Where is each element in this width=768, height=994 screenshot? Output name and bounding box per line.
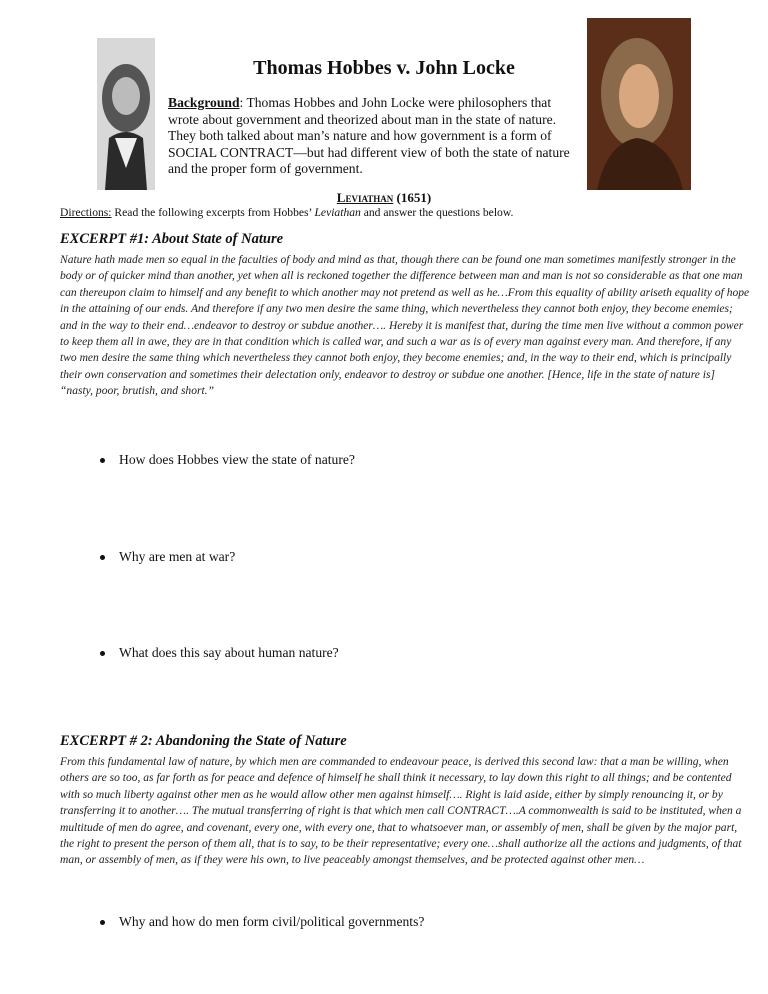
question (100, 645, 339, 661)
section-year: (1651) (393, 190, 432, 205)
background-label: Background (168, 95, 240, 110)
bullet-icon (100, 920, 105, 925)
directions-text-end: and answer the questions below. (360, 206, 514, 219)
question (100, 914, 424, 930)
locke-portrait (587, 18, 691, 190)
question (100, 549, 235, 565)
question-text: Why are men at war? (119, 549, 236, 564)
background-text: : Thomas Hobbes and John Locke were philosophers that wrote about government and theorized about man in the state of nature. They both talked about man’s nature and how government is a form of SOCIAL CONTRACT—but had different view of both the state of nature and the proper form of government. (168, 95, 570, 176)
question-text: How does Hobbes view the state of nature? (119, 452, 355, 467)
bullet-icon (100, 651, 105, 656)
question-text: Why and how do men form civil/political governments? (119, 914, 425, 929)
excerpt2-text: From this fundamental law of nature, by which men are commanded to endeavour peace, is derived this second law: that a man be willing, when others are so too, as far forth as for peace and defence of himself he shall think it necessary, to lay down this right to all things; and be contented with so much liberty against other men as he would allow other men against himself…. Right is laid aside, either by simply renouncing it, or by transferring it to another…. The mutual transferring of right is that which men call CONTRACT….A commonwealth is said to be instituted, when a multitude of men do agree, and covenant, every one, with every one, that to whatsoever man, or assembly of men, shall be given by the major part, the right to present the person of them all, that is to say, to be their representative; every one…shall authorize all the actions and judgments, of that man, or assembly of men, as if they were his own, to live peaceably amongst themselves, and be protected against other men… (60, 756, 742, 867)
bullet-icon (100, 458, 105, 463)
bullet-icon (100, 555, 105, 560)
excerpt1-text: Nature hath made men so equal in the faculties of body and mind as that, though there can be found one man sometimes manifestly stronger in the body or of quicker mind than another, yet when all is reckoned together the difference between man and man is not so considerable as that one man can thereupon claim to himself and any benefit to which another may not pretend as well as he…From this equality of ability ariseth equality of hope in the attaining of our ends. And therefore if any two men desire the same thing, which nevertheless they cannot both enjoy, they become enemies; and in the way to their end…endeavor to destroy or subdue another…. Hereby it is manifest that, during the time men live without a common power to keep them all in awe, they are in that condition which is called war, and such a war as is of every man against every man. And therefore, if any two men desire the same thing which nevertheless they cannot both enjoy, they become enemies; and, in the way to their end, which is principally their own conservation and sometimes their delectation only, endeavor to destroy or subdue one another. [Hence, life in the state of nature is] “nasty, poor, brutish, and short.” (60, 254, 750, 398)
question-text: What does this say about human nature? (119, 645, 339, 660)
directions (60, 206, 513, 219)
background-paragraph (168, 95, 583, 178)
excerpt1-heading: EXCERPT #1: About State of Nature (60, 231, 284, 247)
directions-work: Leviathan (314, 206, 361, 219)
section-name: Leviathan (336, 190, 394, 205)
excerpt2-heading: EXCERPT # 2: Abandoning the State of Nature (60, 733, 347, 749)
question (100, 452, 355, 468)
directions-text: Read the following excerpts from Hobbes’ (111, 206, 315, 219)
page-title: Thomas Hobbes v. John Locke (253, 57, 515, 79)
directions-label: Directions: (60, 206, 112, 219)
section-heading (0, 190, 768, 206)
